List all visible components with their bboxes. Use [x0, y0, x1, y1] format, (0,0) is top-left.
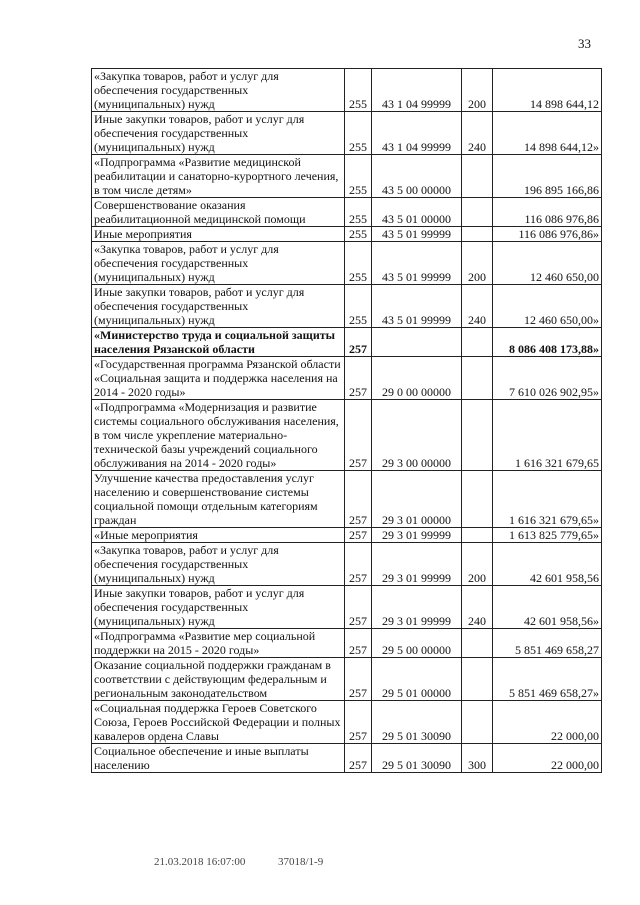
row-sum-cell: 14 898 644,12 — [493, 69, 602, 112]
table-row — [92, 586, 602, 629]
row-name-cell: Иные закупки товаров, работ и услуг для обеспечения государственных (муниципальных) нужд — [92, 586, 345, 629]
budget-table-body — [92, 69, 602, 773]
row-sum-cell: 12 460 650,00 — [493, 242, 602, 285]
table-row — [92, 328, 602, 357]
row-csr-cell: 43 5 01 99999 — [372, 242, 462, 285]
row-csr-cell: 29 5 01 00000 — [372, 658, 462, 701]
row-name-cell: Социальное обеспечение и иные выплаты населению — [92, 744, 345, 773]
row-vr-cell — [462, 198, 493, 227]
row-vr-cell — [462, 471, 493, 528]
row-sum-cell: 116 086 976,86 — [493, 198, 602, 227]
row-ved-cell: 257 — [345, 629, 372, 658]
row-sum-cell: 116 086 976,86» — [493, 227, 602, 242]
table-row — [92, 242, 602, 285]
row-vr-cell — [462, 155, 493, 198]
row-csr-cell: 43 1 04 99999 — [372, 112, 462, 155]
row-ved-cell: 255 — [345, 285, 372, 328]
row-vr-cell: 240 — [462, 112, 493, 155]
row-ved-cell: 257 — [345, 744, 372, 773]
row-sum-cell: 5 851 469 658,27 — [493, 629, 602, 658]
row-csr-cell: 43 5 00 00000 — [372, 155, 462, 198]
footer-doc-code: 37018/1-9 — [278, 856, 324, 868]
row-sum-cell: 14 898 644,12» — [493, 112, 602, 155]
row-sum-cell: 42 601 958,56 — [493, 543, 602, 586]
row-vr-cell — [462, 701, 493, 744]
table-row — [92, 285, 602, 328]
row-ved-cell: 257 — [345, 701, 372, 744]
row-vr-cell — [462, 328, 493, 357]
row-sum-cell: 1 616 321 679,65 — [493, 400, 602, 471]
row-vr-cell: 200 — [462, 69, 493, 112]
row-vr-cell — [462, 357, 493, 400]
table-row — [92, 357, 602, 400]
row-vr-cell — [462, 629, 493, 658]
row-ved-cell: 255 — [345, 112, 372, 155]
row-sum-cell: 22 000,00 — [493, 744, 602, 773]
row-sum-cell: 1 613 825 779,65» — [493, 528, 602, 543]
row-name-cell: Иные мероприятия — [92, 227, 345, 242]
row-name-cell: «Закупка товаров, работ и услуг для обеспечения государственных (муниципальных) нужд — [92, 69, 345, 112]
row-ved-cell: 255 — [345, 242, 372, 285]
row-sum-cell: 7 610 026 902,95» — [493, 357, 602, 400]
row-name-cell: «Иные мероприятия — [92, 528, 345, 543]
table-row — [92, 744, 602, 773]
table-row — [92, 543, 602, 586]
row-csr-cell: 29 3 00 00000 — [372, 400, 462, 471]
row-name-cell: Оказание социальной поддержки гражданам в соответствии с действующим федеральным и региональным законодательством — [92, 658, 345, 701]
table-row — [92, 112, 602, 155]
budget-table — [91, 68, 602, 773]
row-name-cell: «Закупка товаров, работ и услуг для обеспечения государственных (муниципальных) нужд — [92, 543, 345, 586]
row-sum-cell: 5 851 469 658,27» — [493, 658, 602, 701]
row-name-cell: «Министерство труда и социальной защиты населения Рязанской области — [92, 328, 345, 357]
row-vr-cell — [462, 400, 493, 471]
row-vr-cell — [462, 658, 493, 701]
page-number: 33 — [578, 36, 591, 51]
row-ved-cell: 255 — [345, 155, 372, 198]
row-vr-cell — [462, 528, 493, 543]
row-name-cell: «Социальная поддержка Героев Советского Союза, Героев Российской Федерации и полных кавалеров ордена Славы — [92, 701, 345, 744]
row-sum-cell: 42 601 958,56» — [493, 586, 602, 629]
row-name-cell: Иные закупки товаров, работ и услуг для обеспечения государственных (муниципальных) нужд — [92, 285, 345, 328]
row-name-cell: «Закупка товаров, работ и услуг для обеспечения государственных (муниципальных) нужд — [92, 242, 345, 285]
row-ved-cell: 257 — [345, 586, 372, 629]
row-sum-cell: 22 000,00 — [493, 701, 602, 744]
row-vr-cell: 300 — [462, 744, 493, 773]
row-name-cell: «Подпрограмма «Развитие мер социальной поддержки на 2015 - 2020 годы» — [92, 629, 345, 658]
row-csr-cell: 29 3 01 99999 — [372, 528, 462, 543]
table-row — [92, 629, 602, 658]
row-name-cell: «Подпрограмма «Модернизация и развитие системы социального обслуживания населения, в том числе укрепление материально-технической базы учреждений социального обслуживания на 2014 - 2020 годы» — [92, 400, 345, 471]
row-ved-cell: 255 — [345, 69, 372, 112]
row-csr-cell: 29 5 00 00000 — [372, 629, 462, 658]
row-vr-cell: 200 — [462, 242, 493, 285]
row-sum-cell: 12 460 650,00» — [493, 285, 602, 328]
row-ved-cell: 257 — [345, 471, 372, 528]
row-csr-cell: 43 5 01 00000 — [372, 198, 462, 227]
table-row — [92, 658, 602, 701]
table-row — [92, 471, 602, 528]
row-ved-cell: 257 — [345, 528, 372, 543]
row-vr-cell: 200 — [462, 543, 493, 586]
table-row — [92, 155, 602, 198]
row-name-cell: «Государственная программа Рязанской области «Социальная защита и поддержка населения на 2014 - 2020 годы» — [92, 357, 345, 400]
row-csr-cell: 43 1 04 99999 — [372, 69, 462, 112]
table-row — [92, 198, 602, 227]
row-ved-cell: 255 — [345, 227, 372, 242]
row-vr-cell: 240 — [462, 285, 493, 328]
table-row — [92, 400, 602, 471]
row-vr-cell: 240 — [462, 586, 493, 629]
row-sum-cell: 1 616 321 679,65» — [493, 471, 602, 528]
row-name-cell: Иные закупки товаров, работ и услуг для обеспечения государственных (муниципальных) нужд — [92, 112, 345, 155]
row-csr-cell: 29 0 00 00000 — [372, 357, 462, 400]
table-row — [92, 701, 602, 744]
row-name-cell: Улучшение качества предоставления услуг населению и совершенствование системы социальной помощи отдельным категориям граждан — [92, 471, 345, 528]
row-csr-cell — [372, 328, 462, 357]
row-ved-cell: 255 — [345, 198, 372, 227]
table-row — [92, 69, 602, 112]
row-csr-cell: 29 5 01 30090 — [372, 744, 462, 773]
row-csr-cell: 29 3 01 99999 — [372, 586, 462, 629]
row-ved-cell: 257 — [345, 400, 372, 471]
row-vr-cell — [462, 227, 493, 242]
row-csr-cell: 29 3 01 00000 — [372, 471, 462, 528]
row-ved-cell: 257 — [345, 543, 372, 586]
table-row — [92, 227, 602, 242]
row-sum-cell: 196 895 166,86 — [493, 155, 602, 198]
row-csr-cell: 43 5 01 99999 — [372, 227, 462, 242]
row-name-cell: «Подпрограмма «Развитие медицинской реабилитации и санаторно-курортного лечения, в том числе детям» — [92, 155, 345, 198]
table-row — [92, 528, 602, 543]
row-csr-cell: 29 3 01 99999 — [372, 543, 462, 586]
row-sum-cell: 8 086 408 173,88» — [493, 328, 602, 357]
row-ved-cell: 257 — [345, 328, 372, 357]
footer-timestamp: 21.03.2018 16:07:00 — [154, 856, 246, 868]
row-csr-cell: 29 5 01 30090 — [372, 701, 462, 744]
row-ved-cell: 257 — [345, 658, 372, 701]
row-csr-cell: 43 5 01 99999 — [372, 285, 462, 328]
row-name-cell: Совершенствование оказания реабилитационной медицинской помощи — [92, 198, 345, 227]
row-ved-cell: 257 — [345, 357, 372, 400]
